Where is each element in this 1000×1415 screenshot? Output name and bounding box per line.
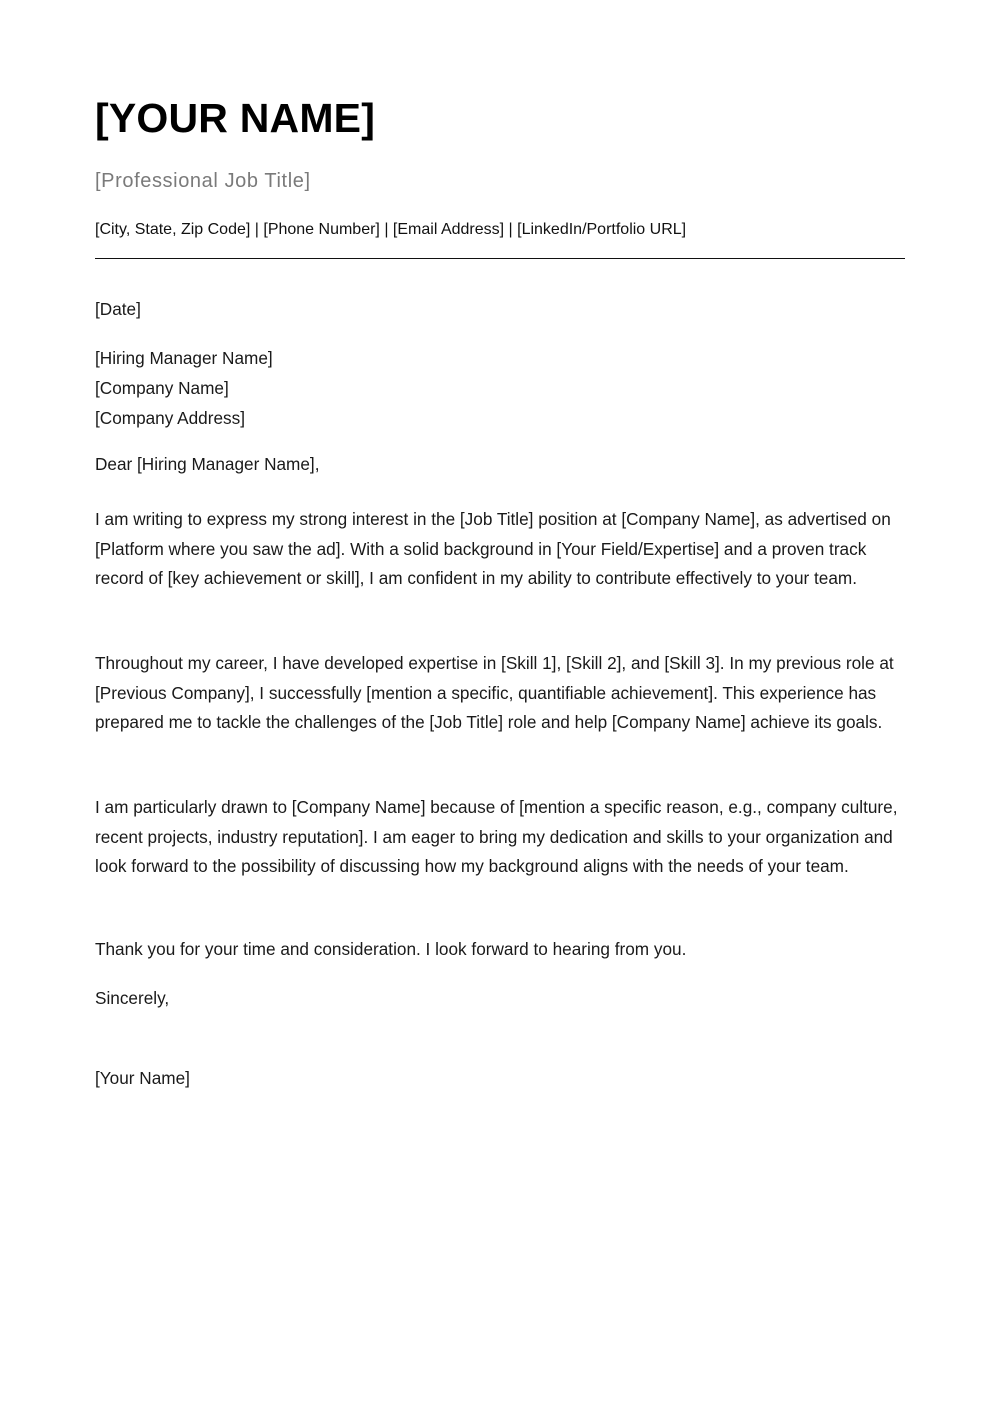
applicant-name: [YOUR NAME] xyxy=(95,95,376,141)
job-title: [Professional Job Title] xyxy=(95,170,311,192)
contact-line: [City, State, Zip Code] | [Phone Number] | [Email Address] | [LinkedIn/Portfolio URL] xyxy=(95,221,687,238)
paragraph-thanks: Thank you for your time and consideration. I look forward to hearing from you. xyxy=(95,939,687,959)
salutation: Dear [Hiring Manager Name], xyxy=(95,454,320,474)
recipient-company: [Company Name] xyxy=(95,378,229,398)
paragraph-motivation: I am particularly drawn to [Company Name] because of [mention a specific reason, e.g., company culture, recent projects, industry reputation]. I am eager to bring my dedication and skills to your organization and look forward to the possibility of discussing how my background aligns with the needs of your team. xyxy=(95,797,898,877)
recipient-block xyxy=(95,343,905,433)
paragraph-intro: I am writing to express my strong interest in the [Job Title] position at [Company Name], as advertised on [Platform where you saw the ad]. With a solid background in [Your Field/Expertise] and a proven track record of [key achievement or skill], I am confident in my ability to contribute effectively to your team. xyxy=(95,509,891,589)
closing: Sincerely, xyxy=(95,988,170,1008)
signature: [Your Name] xyxy=(95,1068,190,1088)
letter-date: [Date] xyxy=(95,299,141,319)
header-divider xyxy=(95,258,905,259)
paragraph-experience: Throughout my career, I have developed expertise in [Skill 1], [Skill 2], and [Skill 3]. In my previous role at [Previous Company], I successfully [mention a specific, quantifiable achievement]. This experience has prepared me to tackle the challenges of the [Job Title] role and help [Company Name] achieve its goals. xyxy=(95,653,894,733)
recipient-manager: [Hiring Manager Name] xyxy=(95,348,273,368)
recipient-address: [Company Address] xyxy=(95,408,245,428)
